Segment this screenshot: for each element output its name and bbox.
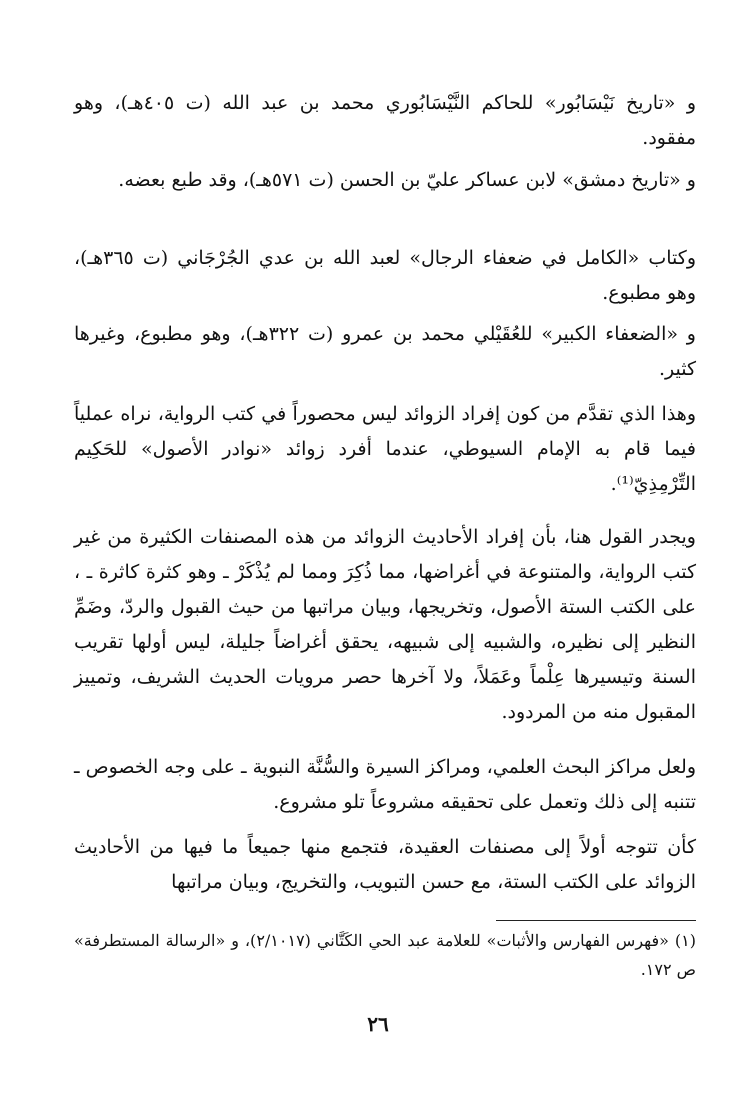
footnote-divider xyxy=(496,920,696,921)
paragraph-tarikh-dimashq: و «تاريخ دمشق» لابن عساكر عليّ بن الحسن (ت ٥٧١هـ)، وقد طبع بعضه. xyxy=(118,169,696,191)
footnote: (١) «فهرس الفهارس والأثبات» للعلامة عبد الحي الكَتَّاني (٢/١٠١٧)، و «الرسالة المستطرفة» ص ١٧٢. xyxy=(74,931,697,979)
paragraph-al-duafa: و «الضعفاء الكبير» للعُقَيْلي محمد بن عمرو (ت ٣٢٢هـ)، وهو مطبوع، وغيرها كثير. xyxy=(74,323,696,380)
paragraph-research-centers: ولعل مراكز البحث العلمي، ومراكز السيرة والسُّنَّة النبوية ـ على وجه الخصوص ـ تتنبه إلى ذلك وتعمل على تحقيقه مشروعاً تلو مشروع. xyxy=(74,756,696,813)
paragraph-al-kamil: وكتاب «الكامل في ضعفاء الرجال» لعبد الله بن عدي الجُرْجَاني (ت ٣٦٥هـ)، وهو مطبوع. xyxy=(74,247,696,304)
page-number: ٢٦ xyxy=(367,1012,389,1036)
paragraph-tarikh-naysabur: و «تاريخ نَيْسَابُور» للحاكم النَّيْسَابُوري محمد بن عبد الله (ت ٤٠٥هـ)، وهو مفقود. xyxy=(74,92,697,149)
paragraph-aqeedah: كأن تتوجه أولاً إلى مصنفات العقيدة، فتجمع منها جميعاً ما فيها من الأحاديث الزوائد على الكتب الستة، مع حسن التبويب، والتخريج، وبيان مراتبها xyxy=(74,836,696,893)
paragraph-ifrad-zawaid: ويجدر القول هنا، بأن إفراد الأحاديث الزوائد من هذه المصنفات الكثيرة من غير كتب الرواية، والمتنوعة في أغراضها، مما ذُكِرَ ومما لم يُذْكَرْ ـ وهو كثرة كاثرة ـ ، على الكتب الستة الأصول، وتخريجها، وبيان مراتبها من حيث القبول والردّ، وضَمِّ النظير إلى نظيره، والشبيه إلى شبيهه، يحقق أغراضاً جليلة، ليس أولها تقريب السنة وتيسيرها عِلْماً وعَمَلاً، ولا آخرها حصر مرويات الحديث الشريف، وتمييز المقبول منه من المردود. xyxy=(74,526,696,723)
paragraph-suyuti: وهذا الذي تقدَّم من كون إفراد الزوائد ليس محصوراً في كتب الرواية، نراه عملياً فيما قام به الإمام السيوطي، عندما أفرد زوائد «نوادر الأصول» للحَكِيم التِّرْمِذِيّ⁽¹⁾. xyxy=(74,403,696,495)
